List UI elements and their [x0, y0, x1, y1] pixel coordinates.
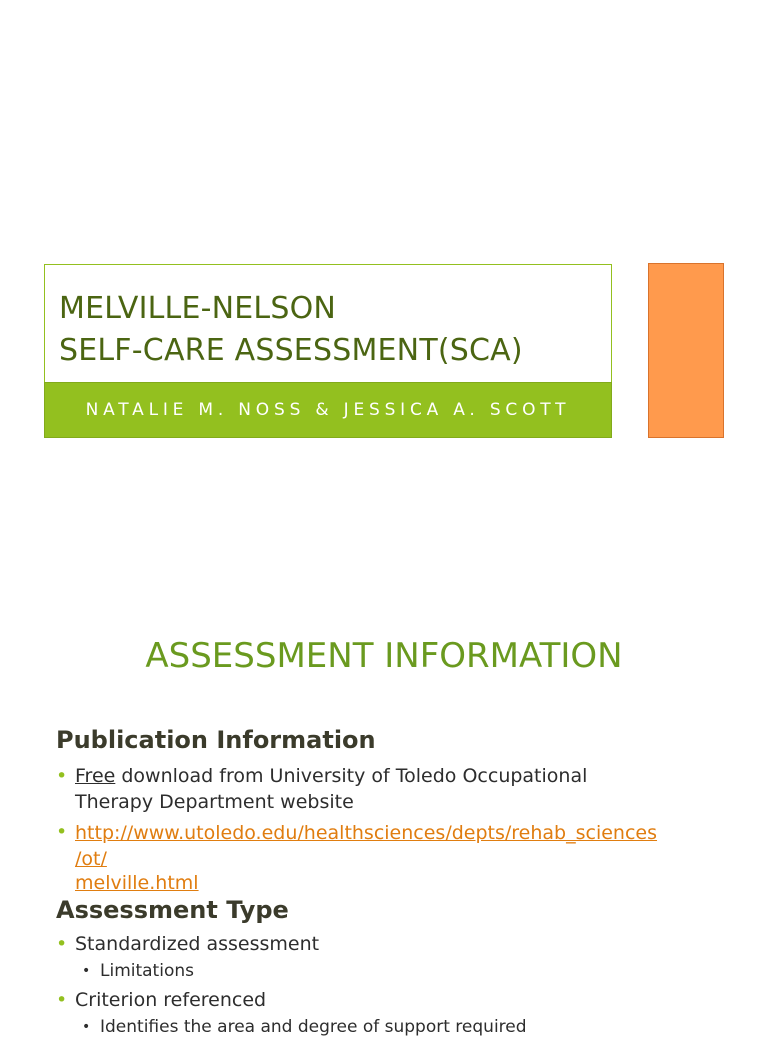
- bullet-icon: •: [56, 989, 68, 1011]
- bullet-icon: •: [56, 765, 68, 787]
- section-heading-publication: Publication Information: [56, 726, 376, 754]
- subtitle-bar: [44, 382, 612, 438]
- title-box: [44, 264, 612, 382]
- website-link-continued[interactable]: /ot/: [75, 848, 107, 870]
- sub-bullet-icon: •: [82, 1019, 91, 1035]
- slide-subtitle: NATALIE M. NOSS & JESSICA A. SCOTT: [85, 400, 571, 420]
- bullet-icon: •: [56, 933, 68, 955]
- decorative-orange-block: [648, 263, 724, 438]
- bullet-text: Criterion referenced: [75, 989, 267, 1011]
- list-item: [56, 931, 746, 957]
- slide-title: ASSESSMENT INFORMATION: [145, 636, 623, 676]
- slide-title-line-2: SELF-CARE ASSESSMENT(SCA): [59, 333, 523, 368]
- content-slide: [0, 576, 768, 1037]
- section-heading-assessment-type: Assessment Type: [56, 896, 289, 924]
- website-link-filename[interactable]: melville.html: [75, 872, 199, 894]
- free-label: Free: [75, 765, 116, 787]
- list-item: [56, 819, 746, 897]
- sub-bullet-text: Identifies the area and degree of support required: [100, 1017, 527, 1037]
- sub-list-item: [82, 1016, 742, 1038]
- list-item: [56, 763, 746, 815]
- sub-bullet-text: Limitations: [100, 961, 194, 981]
- bullet-text-continued: Therapy Department website: [75, 791, 354, 813]
- bullet-text: Standardized assessment: [75, 933, 320, 955]
- sub-bullet-icon: •: [82, 963, 91, 979]
- list-item: [56, 987, 746, 1013]
- website-link[interactable]: http://www.utoledo.edu/healthsciences/depts/rehab_sciences: [75, 822, 658, 844]
- sub-list-item: [82, 960, 742, 982]
- bullet-text: download from University of Toledo Occupational: [115, 765, 588, 787]
- bullet-icon: •: [56, 821, 68, 843]
- slide-title-line-1: MELVILLE-NELSON: [59, 291, 337, 326]
